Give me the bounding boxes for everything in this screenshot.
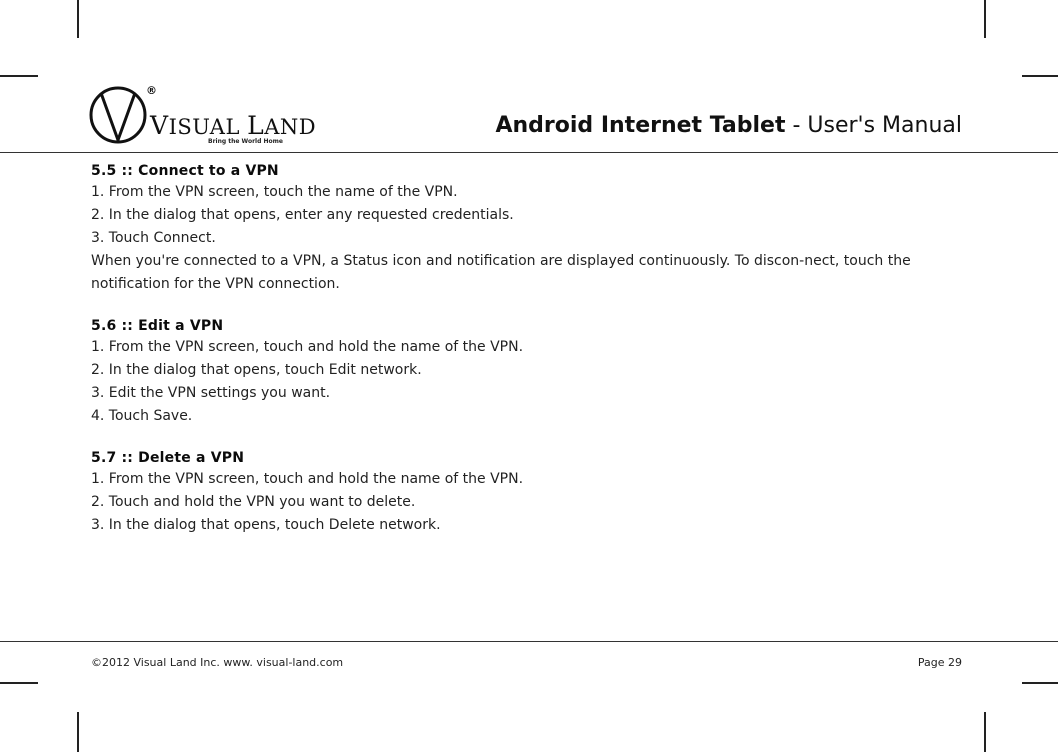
step-line: 2. In the dialog that opens, enter any requested credentials. xyxy=(91,207,514,223)
step-line: 2. Touch and hold the VPN you want to delete. xyxy=(91,494,416,510)
crop-mark-left-upper xyxy=(0,75,38,77)
visual-land-logo xyxy=(88,84,318,150)
page-number: Page 29 xyxy=(917,656,962,669)
crop-mark-right-upper xyxy=(1022,75,1058,77)
crop-mark-top-right xyxy=(984,0,986,38)
crop-mark-bottom-right xyxy=(984,712,986,752)
document-title-strong: Android Internet Tablet xyxy=(495,113,786,138)
document-title xyxy=(495,113,962,138)
step-line: 1. From the VPN screen, touch and hold the name of the VPN. xyxy=(91,339,524,355)
header-rule xyxy=(0,152,1058,153)
section-heading: 5.7 :: Delete a VPN xyxy=(91,450,245,466)
crop-mark-bottom-left xyxy=(77,712,79,752)
section-delete-vpn xyxy=(91,450,971,537)
section-connect-vpn xyxy=(91,163,971,296)
brand-name: VISUAL LAND xyxy=(150,111,317,140)
step-line: 4. Touch Save. xyxy=(91,408,193,424)
brand-tagline: Bring the World Home xyxy=(208,138,283,145)
section-heading: 5.6 :: Edit a VPN xyxy=(91,318,224,334)
document-title-rest: - User's Manual xyxy=(785,113,962,138)
step-line: 1. From the VPN screen, touch the name of the VPN. xyxy=(91,184,458,200)
crop-mark-right-lower xyxy=(1022,682,1058,684)
logo-v-emblem-icon xyxy=(88,84,150,146)
step-line: 1. From the VPN screen, touch and hold the name of the VPN. xyxy=(91,471,524,487)
step-line: 2. In the dialog that opens, touch Edit network. xyxy=(91,362,422,378)
section-paragraph: When you're connected to a VPN, a Status icon and notification are displayed continuously. To discon-nect, touch the notification for the VPN connection. xyxy=(91,253,911,292)
crop-mark-top-left xyxy=(77,0,79,38)
step-line: 3. Touch Connect. xyxy=(91,230,216,246)
step-line: 3. Edit the VPN settings you want. xyxy=(91,385,331,401)
crop-mark-left-lower xyxy=(0,682,38,684)
footer-rule xyxy=(0,641,1058,642)
footer-copyright: ©2012 Visual Land Inc. www. visual-land.com xyxy=(91,656,344,669)
registered-mark: ® xyxy=(146,84,157,97)
step-line: 3. In the dialog that opens, touch Delete network. xyxy=(91,517,441,533)
manual-content xyxy=(91,163,971,559)
section-heading: 5.5 :: Connect to a VPN xyxy=(91,163,279,179)
section-edit-vpn xyxy=(91,318,971,428)
